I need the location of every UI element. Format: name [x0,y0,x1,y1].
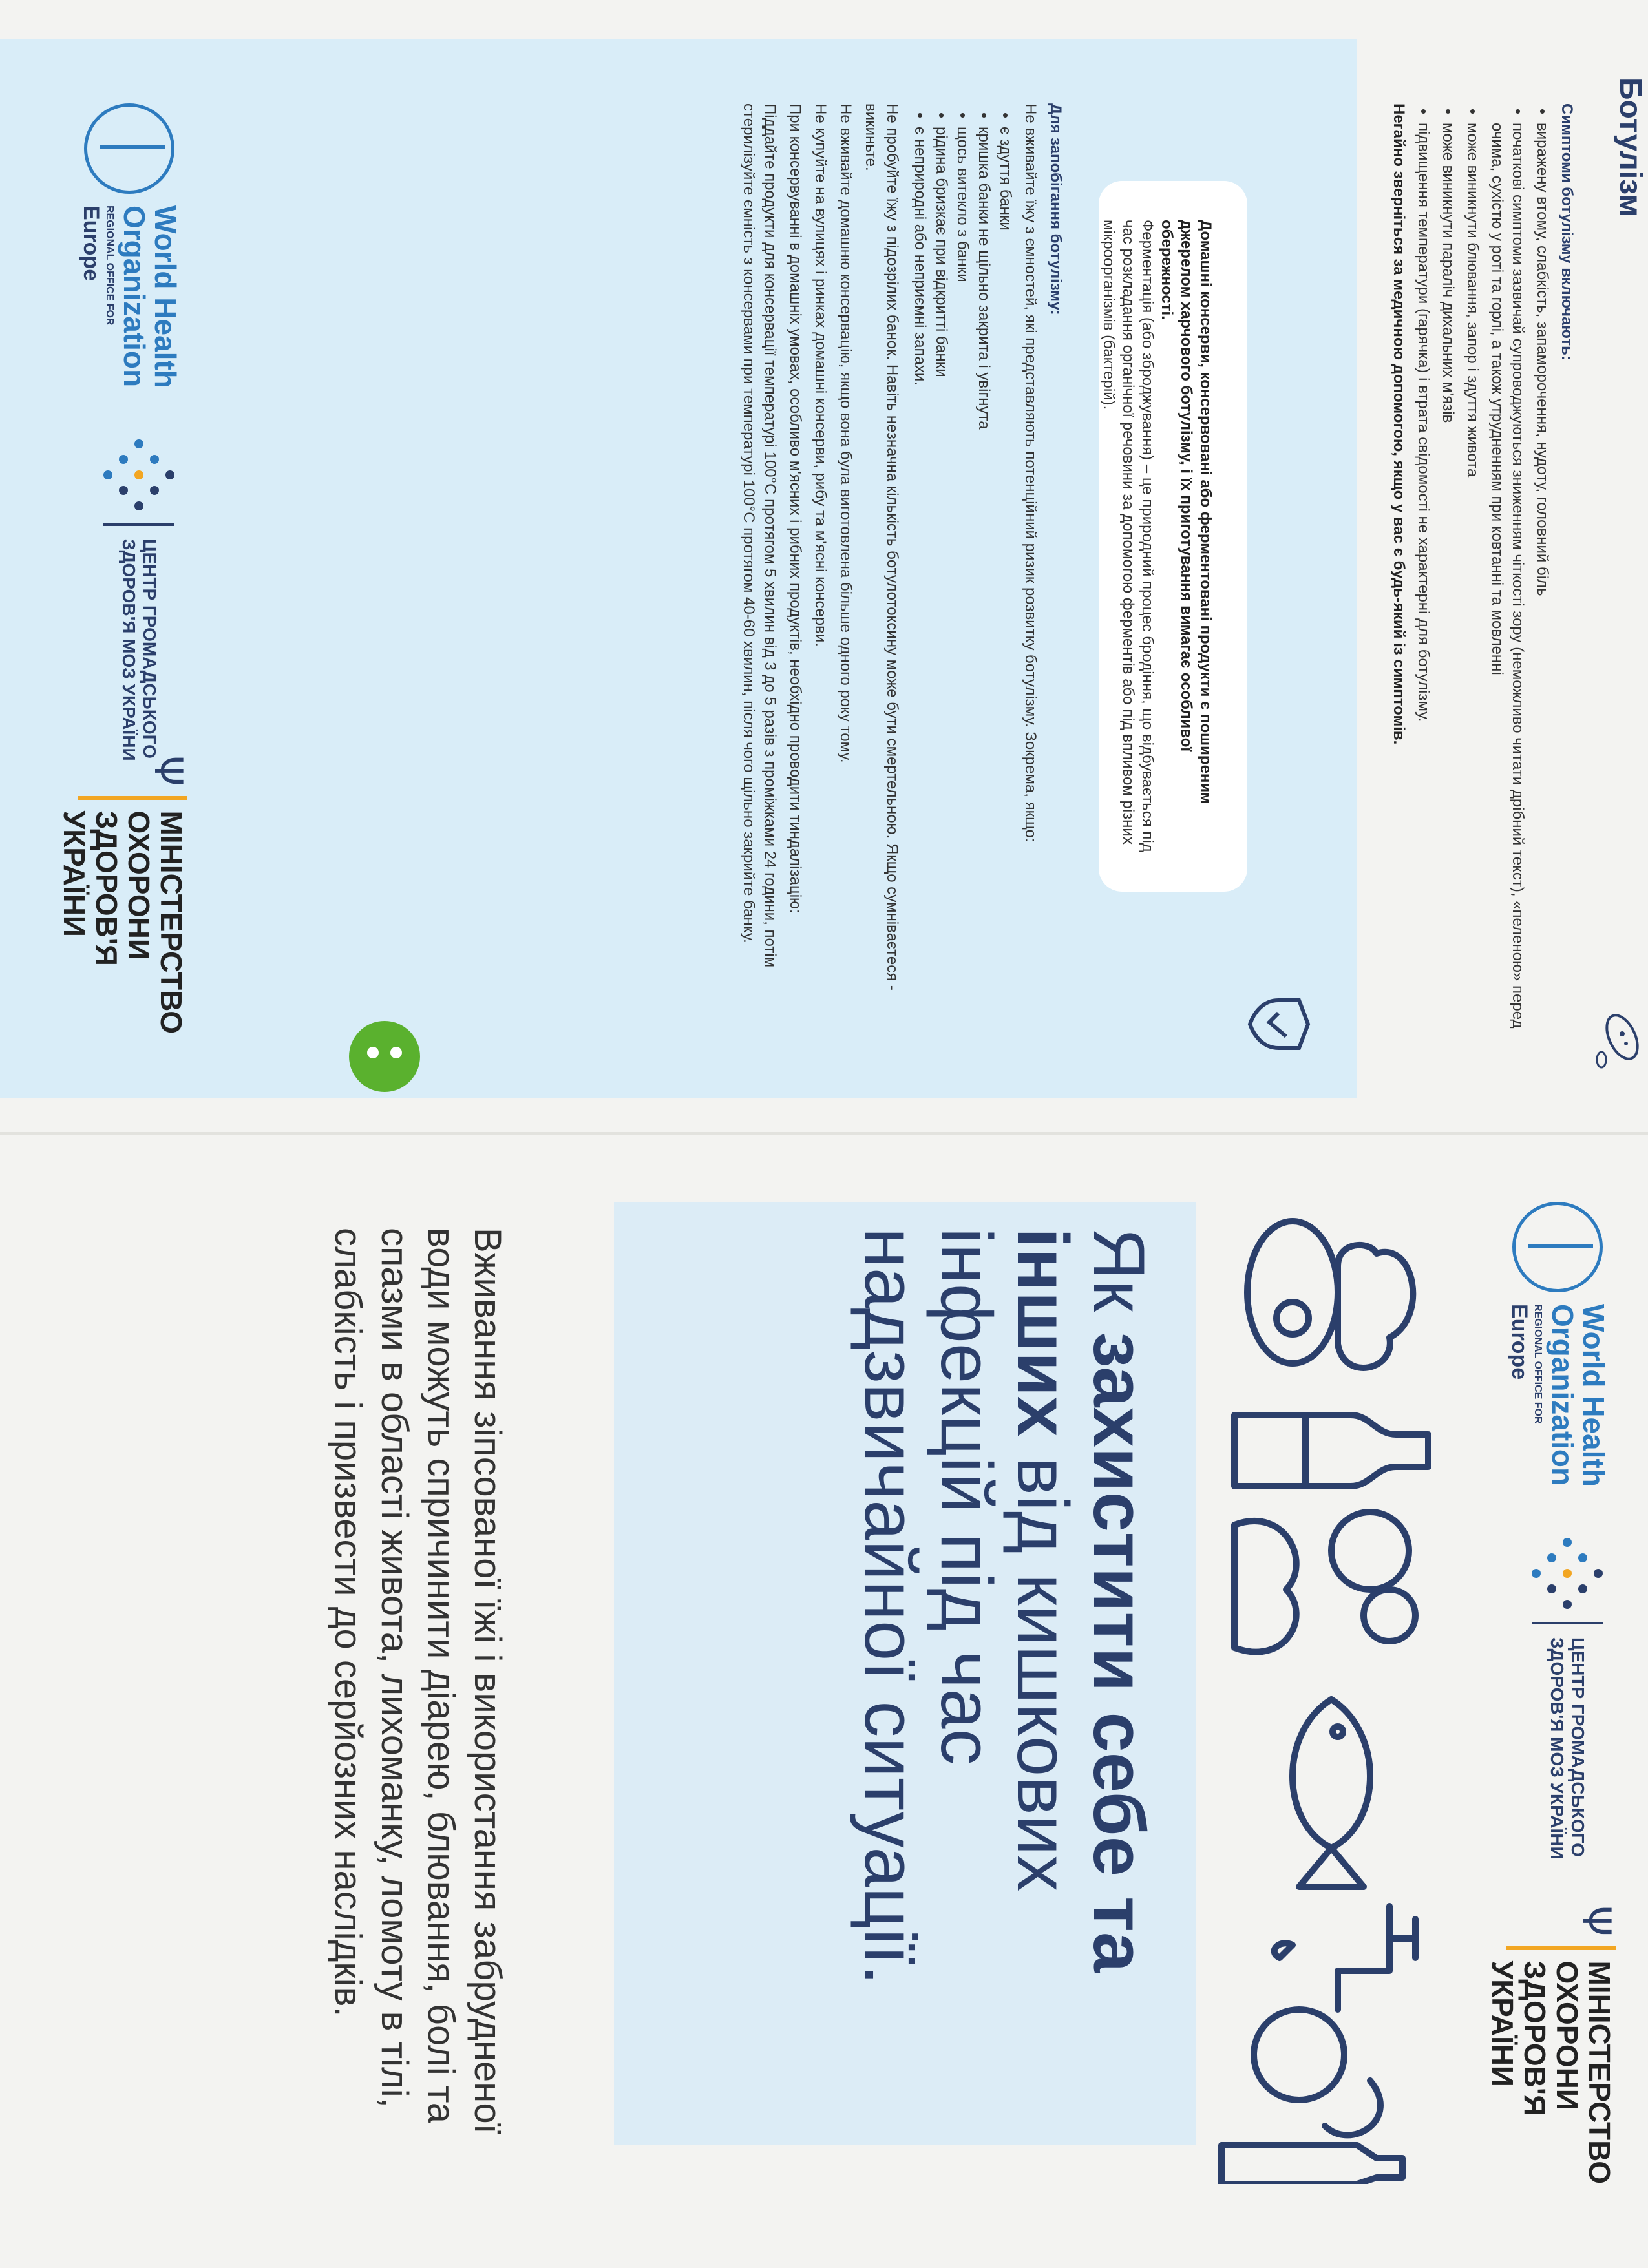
title-part: інфекцій під час [926,1228,1007,1765]
partner-logos [1480,1202,1622,2184]
ornament-dot [150,486,159,495]
ministry-name-line: ЗДОРОВ'Я [90,810,123,966]
section-title: Ботулізм [1613,78,1647,217]
ornament-dot [134,501,143,510]
ornament-dot [1594,1569,1603,1578]
ministry-name-line: ОХОРОНИ [122,810,156,960]
center-name-line: ЦЕНТР ГРОМАДСЬКОГО [140,539,160,759]
public-health-center-logo [1532,1538,1603,1860]
who-name-line: Organization [1546,1304,1579,1486]
fish-icon [1293,1699,1370,1887]
who-region: REGIONAL OFFICE FOR [1532,1304,1543,1424]
cover-panel [0,1163,1648,2223]
ornament-icon [103,439,174,510]
who-europe: Europe [79,205,103,282]
ornament-dot [103,470,112,479]
botulism-panel [0,39,1648,1098]
list-item: • може виникнути блювання, запор і здуття живота [1462,123,1483,1034]
who-logo [78,103,181,388]
who-name-line: World Health [149,205,182,388]
logo-divider [1532,1622,1603,1624]
prevention-paragraph: Не пробуйте їжу з підозрілих банок. Навіть незначна кількість ботулотоксину може бути смертельною. Якщо сумніваєтеся - викиньте. [862,103,901,991]
ministry-name-line: МІНІСТЕРСТВО [1583,1960,1616,2184]
ornament-dot [1578,1584,1587,1593]
fermentation-note [1099,181,1247,892]
shield-check-icon [1247,995,1312,1053]
prevention-block [734,103,1066,1060]
who-region: REGIONAL OFFICE FOR [104,205,115,326]
water-bottle-icon [1221,2145,1402,2184]
ornament-dot [1563,1569,1572,1578]
list-item: • кришка банки не щільно закрита і увігнута [973,127,995,1060]
who-europe: Europe [1507,1304,1532,1380]
list-item: • є здуття банки [995,127,1016,1060]
vegetables-icon [1234,1512,1415,1652]
ornament-dot [1532,1569,1541,1578]
sticker-icon [349,1021,420,1092]
bacteria-icon [1590,1008,1648,1073]
who-name-line: Organization [118,205,151,388]
ornament-icon [1532,1538,1603,1609]
center-name-line: ЗДОРОВ'Я МОЗ УКРАЇНИ [119,539,139,761]
fruits-icon [1254,2010,1380,2135]
list-item: • є неприродні або неприємні запахи. [909,127,931,1060]
logo-divider [1506,1946,1616,1950]
list-item: • виражену втому, слабкість, запаморочення, нудоту, головний біль [1532,123,1552,1034]
list-item: • може виникнути параліч дихальних м'язів [1437,123,1458,1034]
ornament-dot [119,486,128,495]
urgent-warning: Негайно зверніться за медичною допомогою, якщо у вас є будь-який із симптомів. [1390,103,1408,745]
note-text: Ферментація (або зброджування) – це природний процес бродіння, що відбувається під час розкладання органічної речовини за допомогою ферментів або під впливом різних мікроорганізмів (бактерій). [1100,220,1156,852]
list-item: • рідина бризкає при відкритті банки [931,127,952,1060]
ornament-dot [1547,1553,1556,1562]
title-part: від кишкових [1002,1436,1083,1892]
title-part: надзвичайної ситуації. [850,1228,931,1985]
partner-logos [45,103,191,1034]
ministry-name-line: МІНІСТЕРСТВО [154,810,188,1034]
fold-line [0,1132,1648,1135]
list-item: • підвищення температури (гарячка) і втрата свідомості не характерні для ботулізму. [1413,123,1433,1034]
prevention-paragraph: Не купуйте на вулицях і ринках домашні консерви, рибу та м'ясні консерви. [812,103,829,647]
prevention-intro: Не вживайте їжу з ємностей, які представляють потенційний ризик розвитку ботулізму. Зокрема, якщо: [1022,103,1039,843]
ministry-name-line: УКРАЇНИ [58,810,91,937]
ornament-dot [119,455,128,464]
logo-divider [103,523,174,526]
ornament-dot [150,455,159,464]
ministry-name-line: ОХОРОНИ [1550,1960,1584,2110]
ornament-dot [1563,1538,1572,1547]
ornament-dot [134,470,143,479]
center-name-line: ЦЕНТР ГРОМАДСЬКОГО [1568,1637,1588,1857]
note-bold: Домашні консерви, консервовані або ферментовані продукти є поширеним джерелом харчового ботулізму, і їх приготування вимагає особливої обережності. [1158,220,1214,804]
ornament-dot [134,439,143,448]
who-emblem-icon [85,103,175,194]
title-part: Як [1079,1228,1159,1332]
title-part-bold: інших [1002,1228,1083,1437]
prevention-heading: Для запобігання ботулізму: [1047,103,1064,315]
ornament-dot [1578,1553,1587,1562]
public-health-center-logo [103,439,174,761]
who-logo [1506,1202,1609,1487]
cover-title [852,1228,1157,2119]
logo-divider [78,796,187,800]
list-item: • початкові симптоми зазвичай супроводжуються зниженням чіткості зору (неможливо читати дрібний текст), «пеленою» перед очима, сухістю у роті та горлі, а також утрудненням при ковтанні та мовленні [1486,123,1528,1034]
ministry-logo [58,755,191,1034]
ministry-logo [1486,1906,1619,2184]
who-name-line: World Health [1577,1304,1611,1487]
ornament-dot [1563,1600,1572,1609]
ornament-dot [165,470,174,479]
center-name-line: ЗДОРОВ'Я МОЗ УКРАЇНИ [1547,1637,1567,1860]
food-icons-row [1209,1202,1454,2184]
symptoms-list [1413,103,1552,1034]
trident-icon: Ψ [145,755,191,786]
ministry-name-line: ЗДОРОВ'Я [1518,1960,1552,2116]
prevention-paragraph: Не вживайте домашню консервацію, якщо вона була виготовлена більше одного року тому. [837,103,854,763]
prevention-paragraph: Піддайте продукти для консервації температурі 100°С протягом 5 хвилин від 3 до 5 разів з проміжками 24 години, потім стерилізуйте ємність з консервами при температурі 100°С протягом 40-60 хвилин, після чого щільно закрийте банку. [740,103,779,968]
who-emblem-icon [1513,1202,1603,1292]
symptoms-block [1388,103,1577,1034]
ministry-name-line: УКРАЇНИ [1486,1960,1519,2087]
trident-icon: Ψ [1574,1906,1619,1937]
prevention-paragraph: При консервуванні в домашніх умовах, особливо м'ясних і рибних продуктів, необхідно проводити тиндалізацію: [787,103,804,914]
prevention-list [909,103,1016,1060]
ornament-dot [1547,1584,1556,1593]
title-part-bold: захистити себе та [1079,1332,1159,1973]
symptoms-heading: Симптоми ботулізму включають: [1558,103,1576,361]
milk-bottle-icon [1234,1415,1428,1486]
list-item: • щось витекло з банки [952,127,973,1060]
water-tap-icon [1274,1906,1415,2010]
meat-and-bread-icon [1247,1221,1413,1368]
lead-paragraph: Вживання зіпсованої їжі і використання забрудненої води можуть спричинити діарею, блювання, болі та спазми в області живота, лихоманку, ломоту в тілі, слабкість і призвести до серйозних наслідків. [327,1228,509,2134]
